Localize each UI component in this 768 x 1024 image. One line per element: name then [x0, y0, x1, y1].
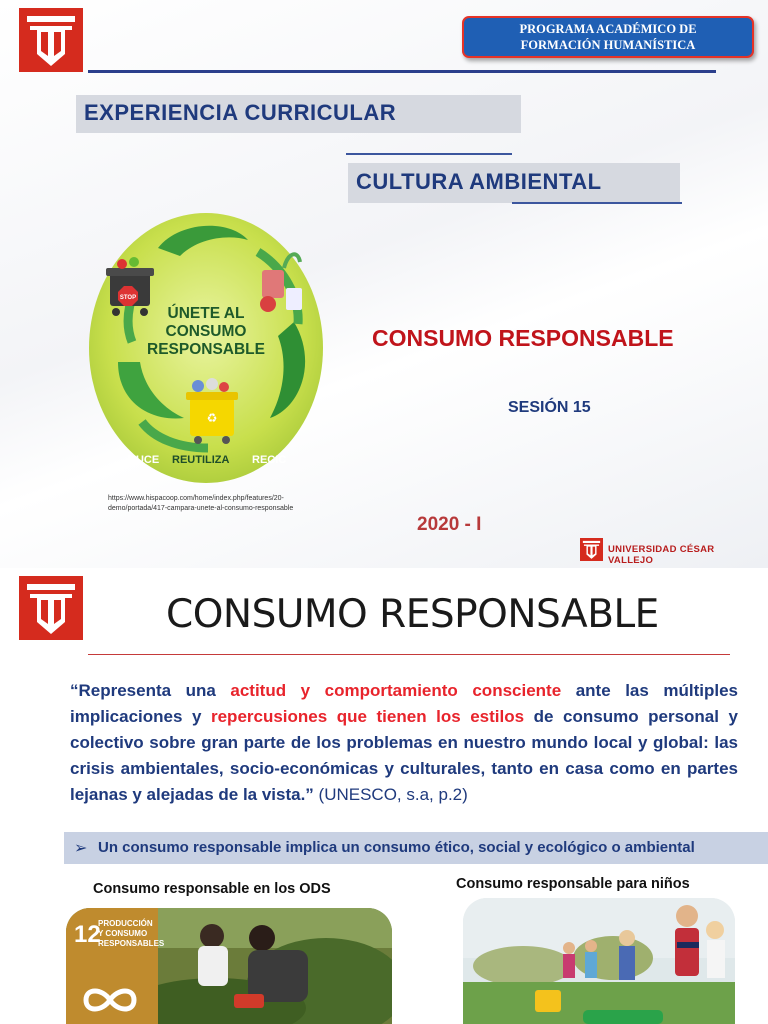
quote-part-1: “Representa una	[70, 681, 231, 700]
poster-footer-c: RECIC	[252, 454, 287, 466]
program-badge	[462, 16, 754, 58]
quote-highlight-2: repercusiones que tienen los estilos	[210, 707, 525, 726]
session-number: SESIÓN 15	[508, 399, 591, 416]
quote-part-3: de consumo personal y colectivo sobre gran parte de los problemas en nuestro mundo local y global: las crisis ambientales, socio-económicas y culturales, tanto en casa como en partes lejanas y alejadas de la vista.”	[70, 707, 738, 804]
caption-ninos: Consumo responsable para niños	[456, 876, 690, 892]
ods-line-2: Y CONSUMO	[98, 929, 148, 938]
academic-period: 2020 - I	[417, 514, 482, 535]
poster-line-3: RESPONSABLE	[147, 341, 265, 358]
cultura-label: CULTURA AMBIENTAL	[356, 169, 602, 194]
cultura-label-box	[348, 163, 680, 203]
quote-highlight-1: actitud y comportamiento consciente	[230, 681, 562, 700]
poster-footer-b: REUTILIZA	[172, 454, 230, 466]
ods-photo	[66, 908, 392, 1024]
image-source-url[interactable]: https://www.hispacoop.com/home/index.php/features/20-demo/portada/417-campara-unete-al-consumo-responsable	[108, 495, 294, 512]
cultura-bottom-line	[512, 202, 682, 204]
program-line-2: FORMACIÓN HUMANÍSTICA	[520, 38, 696, 52]
consumo-responsable-poster	[88, 212, 324, 484]
key-point-text: Un consumo responsable implica un consumo ético, social y ecológico o ambiental	[98, 839, 695, 856]
title-underline	[88, 654, 730, 655]
poster-line-2: CONSUMO	[165, 323, 247, 340]
header-divider	[88, 70, 716, 73]
session-topic-title: CONSUMO RESPONSABLE	[372, 325, 674, 351]
svg-text:♻: ♻	[206, 411, 218, 425]
cultura-top-line	[346, 153, 512, 155]
ucv-logo	[19, 8, 83, 72]
university-logo	[580, 538, 746, 566]
ods-line-3: RESPONSABLES	[98, 939, 165, 948]
slide-title: CONSUMO RESPONSABLE	[166, 592, 659, 637]
ods-line-1: PRODUCCIÓN	[98, 919, 153, 928]
ods-number: 12	[74, 921, 101, 948]
poster-footer-a: DUCE	[128, 454, 160, 466]
kids-photo	[463, 898, 735, 1024]
ucv-mini-logo	[580, 538, 603, 561]
program-line-1: PROGRAMA ACADÉMICO DE	[519, 22, 697, 36]
key-point-bar	[64, 832, 768, 864]
caption-ods: Consumo responsable en los ODS	[93, 881, 331, 897]
slide-content	[0, 568, 768, 1024]
quote-citation: (UNESCO, s.a, p.2)	[313, 785, 468, 804]
unesco-quote	[70, 678, 738, 808]
university-name: UNIVERSIDAD CÉSAR VALLEJO	[608, 544, 715, 566]
experiencia-label-box	[76, 95, 521, 133]
poster-line-1: ÚNETE AL	[167, 305, 245, 322]
ucv-logo	[19, 576, 83, 640]
experiencia-label: EXPERIENCIA CURRICULAR	[84, 100, 397, 125]
poster-stop: STOP	[119, 295, 137, 301]
arrow-bullet-icon: ➢	[74, 838, 88, 857]
quote-part-2: ante las múltiples implicaciones y	[70, 681, 738, 726]
